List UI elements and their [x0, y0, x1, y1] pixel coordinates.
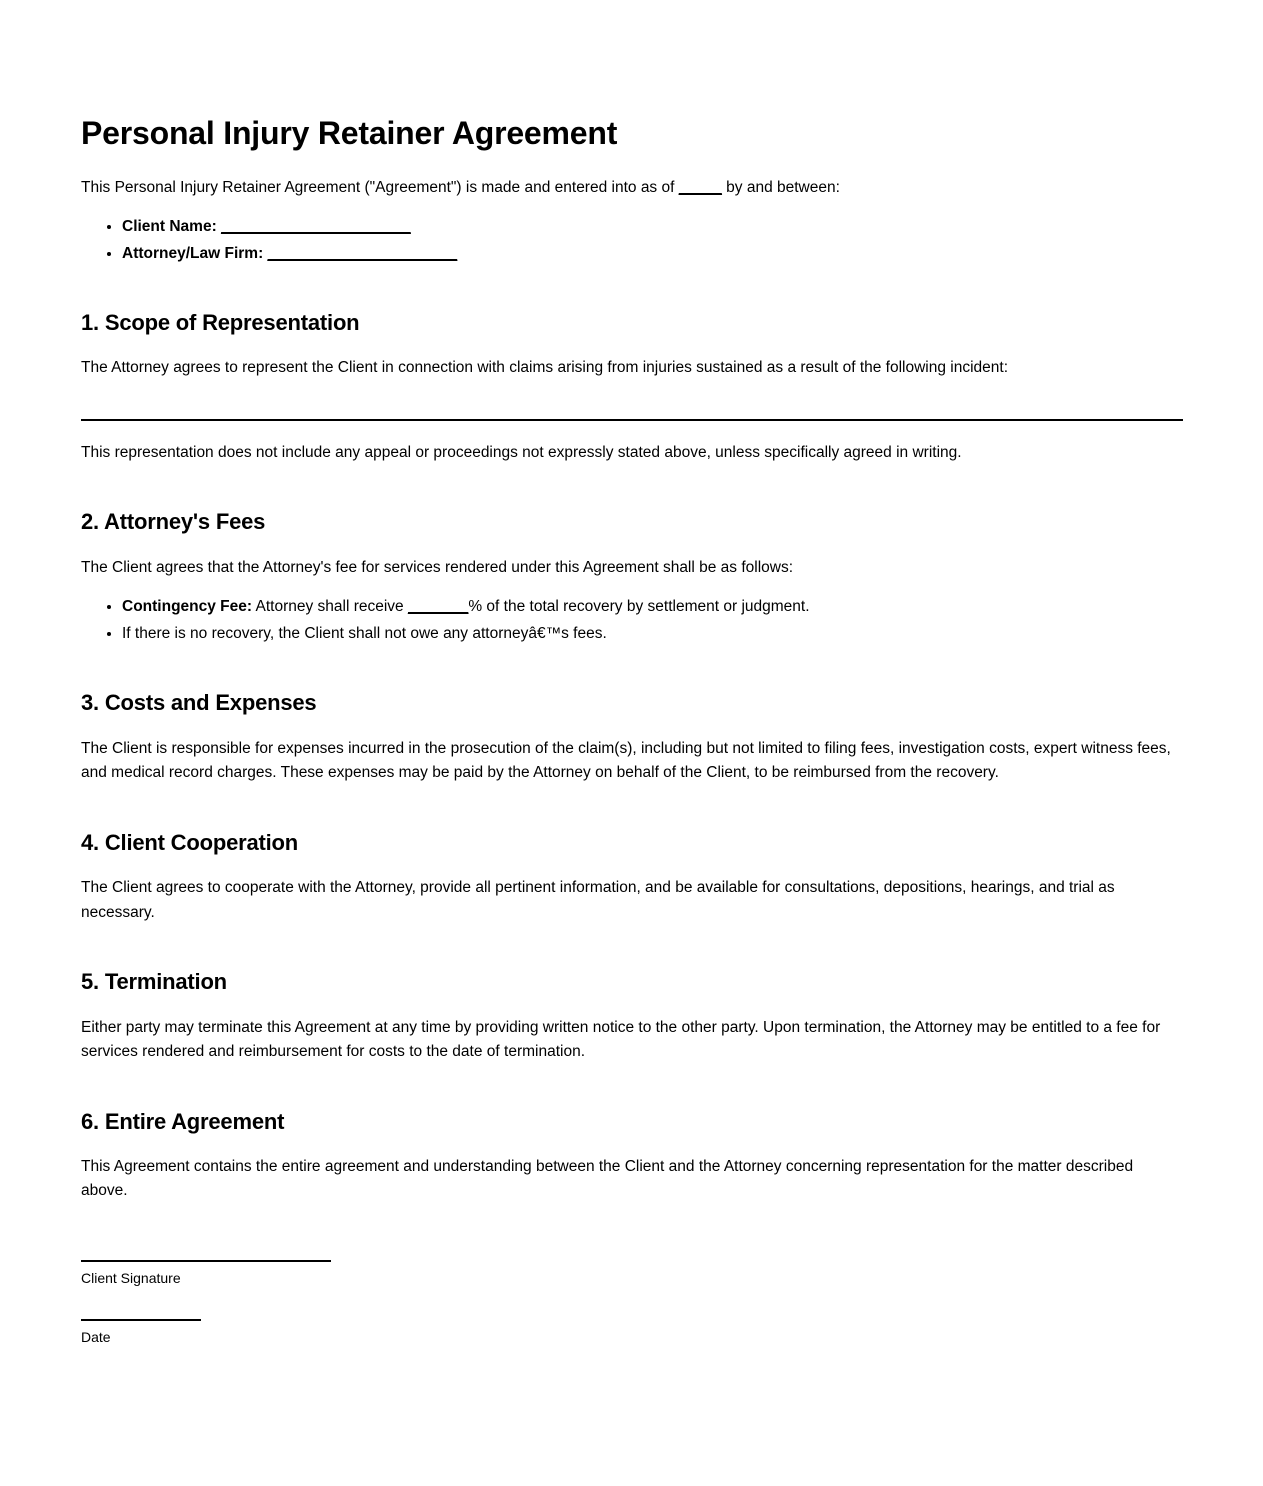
- attorney-firm-label: Attorney/Law Firm:: [122, 244, 264, 262]
- section-heading-termination: 5. Termination: [81, 969, 227, 995]
- section-scope-paragraph-1: The Attorney agrees to represent the Client in connection with claims arising from injuries sustained as a result of the following incident:: [81, 359, 1009, 377]
- list-item-no-recovery: [122, 621, 1183, 646]
- section-termination-paragraph-1: Either party may terminate this Agreement at any time by providing written notice to the other party. Upon termination, the Attorney may be entitled to a fee for services rendered and reimbursement for costs to the date of termination.: [81, 1018, 1161, 1061]
- section-cooperation-paragraph-1: The Client agrees to cooperate with the Attorney, provide all pertinent information, and be available for consultations, depositions, hearings, and trial as necessary.: [81, 879, 1115, 921]
- section-heading-client-cooperation: 4. Client Cooperation: [81, 829, 299, 855]
- date-line[interactable]: [81, 1319, 201, 1321]
- section-heading-costs-expenses: 3. Costs and Expenses: [81, 690, 317, 716]
- client-name-label: Client Name:: [122, 217, 217, 235]
- contingency-text-after-blank: % of the total recovery by settlement or judgment.: [468, 598, 810, 616]
- page-title: Personal Injury Retainer Agreement: [81, 115, 618, 151]
- section-heading-scope: 1. Scope of Representation: [81, 310, 360, 336]
- intro-text-before-blank: This Personal Injury Retainer Agreement ("Agreement") is made and entered into as of: [81, 178, 679, 196]
- client-signature-label: Client Signature: [81, 1269, 181, 1286]
- attorney-firm-blank[interactable]: ______________________: [267, 244, 458, 262]
- contingency-percent-blank[interactable]: _______: [408, 598, 469, 616]
- section-heading-entire-agreement: 6. Entire Agreement: [81, 1108, 285, 1134]
- signature-block: [81, 1260, 1183, 1347]
- section-heading-attorney-fees: 2. Attorney's Fees: [81, 509, 266, 535]
- client-signature-line[interactable]: [81, 1260, 331, 1262]
- signature-spacer: [81, 1289, 1183, 1319]
- client-name-blank[interactable]: ______________________: [221, 217, 411, 235]
- effective-date-blank[interactable]: _____: [678, 178, 722, 196]
- section-fees-paragraph-1: The Client agrees that the Attorney's fee for services rendered under this Agreement shall be as follows:: [81, 558, 794, 576]
- section-entire-agreement-paragraph-1: This Agreement contains the entire agreement and understanding between the Client and the Attorney concerning representation for the matter described above.: [81, 1157, 1134, 1200]
- no-recovery-text: If there is no recovery, the Client shall not owe any attorneyâ€™s fees.: [122, 625, 607, 643]
- incident-description-blank-line[interactable]: [81, 419, 1183, 421]
- section-scope-paragraph-2: This representation does not include any appeal or proceedings not expressly stated above, unless specifically agreed in writing.: [81, 443, 962, 461]
- fees-list: [81, 594, 1183, 646]
- contingency-text-before-blank: Attorney shall receive: [252, 598, 408, 616]
- parties-list: [81, 214, 1183, 266]
- intro-text-after-blank: by and between:: [721, 178, 840, 196]
- contingency-fee-label: Contingency Fee:: [122, 598, 253, 616]
- intro-paragraph: [81, 176, 1183, 200]
- list-item-attorney-firm: [122, 241, 1183, 266]
- list-item-client-name: [122, 214, 1183, 239]
- section-costs-paragraph-1: The Client is responsible for expenses incurred in the prosecution of the claim(s), including but not limited to filing fees, investigation costs, expert witness fees, and medical record charges. These expenses may be paid by the Attorney on behalf of the Client, to be reimbursed from the recovery.: [81, 739, 1171, 782]
- date-label: Date: [81, 1328, 111, 1345]
- list-item-contingency-fee: [122, 594, 1183, 619]
